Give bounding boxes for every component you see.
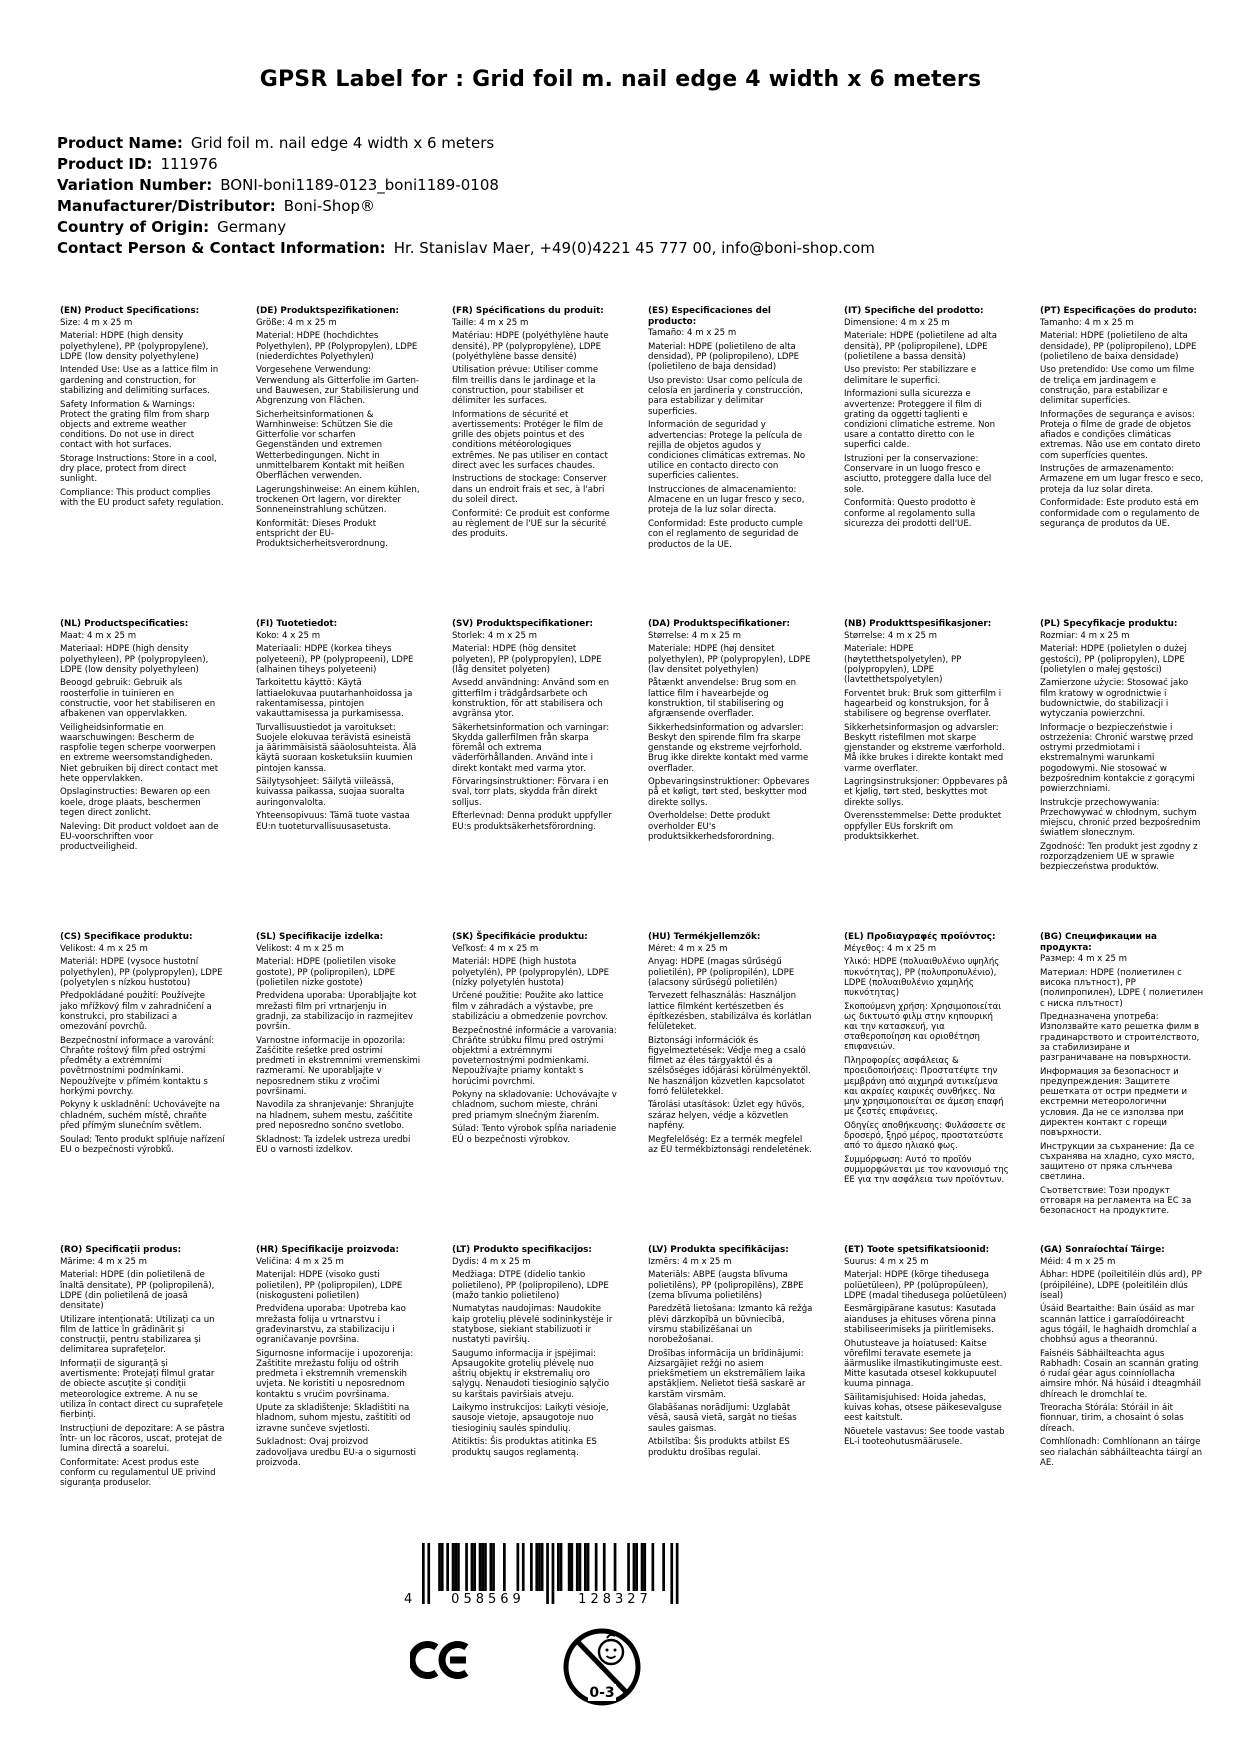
spec-paragraph: Størrelse: 4 m x 25 m <box>648 630 742 641</box>
product-info-label: Contact Person & Contact Information: <box>57 239 386 257</box>
spec-paragraph: Informazioni sulla sicurezza e avvertenze: Proteggere il film di grating da oggetti taglienti e condizioni climatiche estreme. Non usare a contatto diretto con le superfici calde. <box>844 389 996 451</box>
spec-block-body <box>60 1257 225 1489</box>
age-warning-text: 0-3 <box>589 1685 615 1701</box>
spec-paragraph: Bezpečnostné informácie a varovania: Chráňte strúbku filmu pred ostrými objektmi a extrémnymi poveternostnými podmienkami. Nepoužívajte priamy kontakt s horúcimi povrchmi. <box>452 1025 617 1087</box>
spec-paragraph: Matériau: HDPE (polyéthylène haute densité), PP (polypropylène), LDPE (polyéthylène basse densité) <box>452 331 609 362</box>
spec-paragraph: Materiaal: HDPE (high density polyethyleen), PP (polypropyleen), LDPE (low density polyethyleen) <box>60 644 209 675</box>
spec-paragraph: Instructions de stockage: Conserver dans un endroit frais et sec, à l'abri du soleil direct. <box>452 474 607 505</box>
spec-block-header: (NL) Productspecificaties: <box>60 619 189 629</box>
barcode-bars-icon <box>404 1543 698 1607</box>
spec-paragraph: Naleving: Dit product voldoet aan de EU-voorschriften voor productveiligheid. <box>60 821 219 852</box>
product-info-value: Germany <box>217 218 287 236</box>
spec-block-header: (DE) Produktspezifikationen: <box>256 306 400 316</box>
spec-block-body <box>844 318 1009 529</box>
spec-paragraph: Opslaginstructies: Bewaren op een koele, droge plaats, beschermen tegen direct zonlicht. <box>60 787 211 818</box>
language-spec-block <box>452 1245 617 1492</box>
age-warning-icon <box>560 1623 644 1711</box>
spec-paragraph: Uso previsto: Usar como película de celosía en jardinería y construcción, para estabilizar y delimitar superficies. <box>648 376 803 417</box>
spec-paragraph: Μέγεθος: 4 m x 25 m <box>844 943 937 954</box>
language-spec-block <box>1040 1245 1205 1492</box>
spec-block-header: (LT) Produkto specifikacijos: <box>452 1245 592 1255</box>
spec-paragraph: Taille: 4 m x 25 m <box>452 317 529 328</box>
spec-block-header: (CS) Specifikace produktu: <box>60 932 193 942</box>
product-info-row <box>57 133 875 154</box>
spec-paragraph: Conformidade: Este produto está em conformidade com o regulamento de segurança de produtos da UE. <box>1040 498 1200 529</box>
spec-block-body <box>256 1257 421 1468</box>
spec-paragraph: Bezpečnostní informace a varování: Chraňte roštový film před ostrými předměty a extrémními povětrnostními podmínkami. Nepoužívejte v přímém kontaktu s horkými povrchy. <box>60 1035 215 1097</box>
spec-paragraph: Conformité: Ce produit est conforme au règlement de l'UE sur la sécurité des produits. <box>452 508 610 539</box>
spec-paragraph: Størrelse: 4 m x 25 m <box>844 630 938 641</box>
spec-paragraph: Upute za skladištenje: Skladištiti na hladnom, suhom mjestu, zaštititi od izravne sunčeve svjetlosti. <box>256 1403 411 1434</box>
spec-paragraph: Säilytysohjeet: Säilytä viileässä, kuivassa paikassa, suojaa suoralta auringonvalolta. <box>256 777 405 808</box>
spec-paragraph: Instrucciones de almacenamiento: Almacene en un lugar fresco y seco, proteja de la luz solar directa. <box>648 485 805 516</box>
spec-block-body <box>648 944 813 1155</box>
product-info-value: Hr. Stanislav Maer, +49(0)4221 45 777 00, info@boni-shop.com <box>393 239 875 257</box>
spec-paragraph: Utilizare intenționată: Utilizați ca un film de lattice în grădinărit și construcții, pentru stabilizarea și delimitarea suprafețelor. <box>60 1314 215 1356</box>
spec-paragraph: Mărime: 4 m x 25 m <box>60 1256 148 1267</box>
product-info-row <box>57 154 875 175</box>
spec-paragraph: Συμμόρφωση: Αυτό το προϊόν συμμορφώνεται με τον κανονισμό της ΕΕ για την ασφάλεια των προϊόντων. <box>844 1154 1009 1186</box>
spec-paragraph: Sicherheitsinformationen & Warnhinweise: Schützen Sie die Gitterfolie vor scharfen Gegenständen und extremen Wetterbedingungen. Nicht in unmittelbarem Kontakt mit heißen Oberflächen verwenden. <box>256 409 405 481</box>
spec-block-body <box>648 328 813 550</box>
page-title: GPSR Label for : Grid foil m. nail edge 4 width x 6 meters <box>259 66 982 92</box>
spec-block-header: (ET) Toote spetsifikatsioonid: <box>844 1245 990 1255</box>
language-spec-block <box>844 932 1009 1245</box>
spec-paragraph: Material: HDPE (hög densitet polyeten), PP (polypropylen), LDPE (låg densitet polyeten) <box>452 644 602 675</box>
spec-paragraph: Material: HDPE (polietilen visoke gostote), PP (polipropilen), LDPE (polietilen nizke gostote) <box>256 957 396 988</box>
spec-paragraph: Atbilstība: Šis produkts atbilst ES produktu drošības regulai. <box>648 1437 790 1458</box>
spec-paragraph: Conformitate: Acest produs este conform cu regulamentul UE privind siguranța produselor. <box>60 1457 216 1489</box>
spec-paragraph: Istruzioni per la conservazione: Conservare in un luogo fresco e asciutto, proteggere dalla luce del sole. <box>844 454 992 495</box>
language-blocks <box>60 306 1205 1492</box>
spec-paragraph: Předpokládané použití: Používejte jako mřížkový film v zahradničení a konstrukci, pro stabilizaci a omezování povrchů. <box>60 991 212 1033</box>
spec-paragraph: Förvaringsinstruktioner: Förvara i en sval, torr plats, skydda från direkt solljus. <box>452 777 609 808</box>
spec-paragraph: Úsáid Beartaithe: Bain úsáid as mar scannán lattice i garraíodóireacht agus tógáil, le haghaidh dromchlaí a chobhsú agus a theorannú. <box>1040 1304 1197 1346</box>
spec-paragraph: Materiál: HDPE (high hustota polyetylén), PP (polypropylén), LDPE (nízky polyetylén hustota) <box>452 957 610 988</box>
spec-block-header: (PT) Especificações do produto: <box>1040 306 1197 316</box>
language-spec-block <box>844 619 1009 932</box>
language-spec-block <box>452 306 617 619</box>
spec-paragraph: Skladnost: Ta izdelek ustreza uredbi EU o varnosti izdelkov. <box>256 1134 411 1155</box>
spec-paragraph: Suurus: 4 m x 25 m <box>844 1256 929 1267</box>
spec-paragraph: Saugumo informacija ir įspėjimai: Apsaugokite grotelių plėvelę nuo aštrių objektų ir ekstremalių oro sąlygų. Nenaudoti tiesioginio sąlyčio su karštais paviršiais atveju. <box>452 1348 610 1400</box>
spec-paragraph: Opbevaringsinstruktioner: Opbevares på et køligt, tørt sted, beskytter mod direkte sollys. <box>648 777 810 808</box>
spec-block-header: (SK) Špecifikácie produktu: <box>452 932 588 942</box>
spec-paragraph: Size: 4 m x 25 m <box>60 317 133 328</box>
spec-paragraph: Méid: 4 m x 25 m <box>1040 1256 1116 1267</box>
spec-paragraph: Compliance: This product complies with the EU product safety regulation. <box>60 488 224 509</box>
spec-block-header: (GA) Sonraíochtaí Táirge: <box>1040 1245 1165 1255</box>
spec-paragraph: Zgodność: Ten produkt jest zgodny z rozporządzeniem UE w sprawie bezpieczeństwa produktów. <box>1040 841 1198 873</box>
spec-paragraph: Размер: 4 m x 25 m <box>1040 954 1128 965</box>
spec-paragraph: Uso previsto: Per stabilizzare e delimitare le superfici. <box>844 365 977 386</box>
language-spec-block <box>256 932 421 1245</box>
spec-paragraph: Laikymo instrukcijos: Laikyti vėsioje, sausoje vietoje, apsaugotoje nuo tiesioginių saulės spindulių. <box>452 1403 609 1434</box>
spec-paragraph: Påtænkt anvendelse: Brug som en lattice film i havearbejde og konstruktion, til stabilisering og afgrænsende overflader. <box>648 678 797 720</box>
product-info-value: Grid foil m. nail edge 4 width x 6 meters <box>190 134 495 152</box>
spec-block-header: (FR) Spécifications du produit: <box>452 306 604 316</box>
spec-paragraph: Informations de sécurité et avertissements: Protéger le film de grille des objets pointus et des conditions météorologiques extrêmes. Ne pas utiliser en contact direct avec les surfaces chaudes. <box>452 409 608 471</box>
spec-paragraph: Säkerhetsinformation och varningar: Skydda gallerfilmen från skarpa föremål och extrema väderförhållanden. Använd inte i direkt kontakt med varma ytor. <box>452 722 610 774</box>
spec-paragraph: Πληροφορίες ασφάλειας & προειδοποιήσεις: Προστατέψτε την μεμβράνη από αιχμηρά αντικείμενα και ακραίες καιρικές συνθήκες. Να μην χρησιμοποιείται σε άμεση επαφή με ζεστές επιφάνειες. <box>844 1056 1004 1118</box>
spec-block-body <box>1040 954 1205 1216</box>
spec-paragraph: Varnostne informacije in opozorila: Zaščitite rešetke pred ostrimi predmeti in ekstremnimi vremenskimi razmerami. Ne uporabljajte v neposrednem stiku z vročimi površinami. <box>256 1035 421 1097</box>
ce-mark-icon <box>410 1635 476 1685</box>
spec-block-header: (EN) Product Specifications: <box>60 306 200 316</box>
spec-paragraph: Velikost: 4 m x 25 m <box>60 943 148 954</box>
spec-block-header: (NB) Produkttspesifikasjoner: <box>844 619 992 629</box>
spec-paragraph: Material: HDPE (polietileno de alta densidad), PP (polipropileno), LDPE (polietileno de baja densidad) <box>648 341 800 373</box>
spec-paragraph: Soulad: Tento produkt splňuje nařízení EU o bezpečnosti výrobků. <box>60 1134 225 1155</box>
spec-paragraph: Anyag: HDPE (magas sűrűségű polietilén), PP (polipropilén), LDPE (alacsony sűrűségű polietilén) <box>648 957 795 988</box>
spec-block-header: (IT) Specifiche del prodotto: <box>844 306 984 316</box>
spec-paragraph: Storage Instructions: Store in a cool, dry place, protect from direct sunlight. <box>60 454 217 485</box>
spec-paragraph: Materiale: HDPE (høytetthetspolyetylen), PP (polypropylen), LDPE (lavtetthetspolyetylen) <box>844 644 962 685</box>
spec-paragraph: Dimensione: 4 m x 25 m <box>844 317 950 328</box>
spec-paragraph: Megfelelőség: Ez a termék megfelel az EU termékbiztonsági rendeletének. <box>648 1134 812 1155</box>
product-info-label: Country of Origin: <box>57 218 210 236</box>
spec-paragraph: Sikkerhedsinformation og advarsler: Beskyt den spirende film fra skarpe genstande og ekstreme vejrforhold. Brug ikke direkte kontakt med varme overflader. <box>648 722 809 774</box>
spec-paragraph: Sikkerhetsinformasjon og advarsler: Beskytt ristefilmen mot skarpe gjenstander og ekstreme værforhold. Må ikke brukes i direkte kontakt med varme overflater. <box>844 722 1005 774</box>
spec-paragraph: Predvidena uporaba: Uporabljajte kot mrežasti film pri vrtnarjenju in gradnji, za stabilizacijo in razmejitev površin. <box>256 991 417 1033</box>
spec-paragraph: Safety Information & Warnings: Protect the grating film from sharp objects and extreme weather conditions. Do not use in direct contact with hot surfaces. <box>60 399 210 451</box>
spec-paragraph: Medžiaga: DTPE (didelio tankio polietileno), PP (polipropileno), LDPE (mažo tankio polietileno) <box>452 1270 609 1301</box>
spec-paragraph: Информация за безопасност и предупреждения: Защитете решетката от остри предмети и екстремни метеорологични условия. Да не се използва при директен контакт с горещи повърхности. <box>1040 1066 1188 1138</box>
spec-paragraph: Beoogd gebruik: Gebruik als roosterfolie in tuinieren en constructie, voor het stabiliseren en afbakenen van oppervlakken. <box>60 678 216 720</box>
spec-paragraph: Material: HDPE (hochdichtes Polyethylen), PP (Polypropylen), LDPE (niederdichtes Polyethylen) <box>256 331 418 362</box>
language-spec-block <box>844 306 1009 619</box>
product-info-row <box>57 175 875 196</box>
spec-paragraph: Conformidad: Este producto cumple con el reglamento de seguridad de productos de la UE. <box>648 519 803 550</box>
spec-block-header: (EL) Προδιαγραφές προϊόντος: <box>844 932 996 942</box>
compliance-marks <box>404 1623 704 1711</box>
language-spec-block <box>256 306 421 619</box>
spec-paragraph: Informações de segurança e avisos: Proteja o filme de grade de objetos afiados e condições climáticas extremas. Não use em contato direto com superfícies quentes. <box>1040 409 1201 461</box>
spec-block-header: (PL) Specyfikacje produktu: <box>1040 619 1178 629</box>
spec-paragraph: Zamierzone użycie: Stosować jako film kratowy w ogrodnictwie i budownictwie, do stabilizacji i wytyczania powierzchni. <box>1040 678 1189 720</box>
product-info-value: 111976 <box>160 155 218 173</box>
spec-block-body <box>648 631 813 842</box>
spec-block-body <box>60 631 225 853</box>
spec-paragraph: Uso pretendido: Use como um filme de treliça em jardinagem e construção, para estabilizar e delimitar superfícies. <box>1040 365 1195 407</box>
spec-paragraph: Instruções de armazenamento: Armazene em um lugar fresco e seco, proteja da luz solar direta. <box>1040 464 1204 495</box>
spec-paragraph: Biztonsági információk és figyelmeztetések: Védje meg a csaló filmet az éles tárgyaktól és a szélsőséges időjárási körülményektől. Ne használjon közvetlen kapcsolatot forró felületekkel. <box>648 1035 811 1097</box>
language-spec-block <box>256 619 421 932</box>
product-info-value: Boni-Shop® <box>283 197 376 215</box>
spec-block-body <box>1040 631 1205 873</box>
barcode-left-digits: 058569 <box>451 1592 525 1607</box>
spec-paragraph: Ohutusteave ja hoiatused: Kaitse võrefilmi teravate esemete ja äärmuslike ilmastikutingimuste eest. Mitte kasutada otsesel kokkupuutel kuuma pinnaga. <box>844 1338 1003 1390</box>
product-info-row <box>57 196 875 217</box>
spec-paragraph: Предназначена употреба: Използвайте като решетка филм в градинарството и строителството, за стабилизиране и разграничаване на повърхности. <box>1040 1012 1200 1064</box>
spec-paragraph: Materjal: HDPE (kõrge tihedusega polüetüleen), PP (polüpropüleen), LDPE (madal tihedusega polüetüleen) <box>844 1270 1007 1301</box>
language-spec-block <box>60 1245 225 1492</box>
language-spec-block <box>452 619 617 932</box>
spec-paragraph: Veľkosť: 4 m x 25 m <box>452 943 539 954</box>
spec-paragraph: Materiał: HDPE (polietylen o dużej gęstości), PP (polipropylen), LDPE (polietylen o małej gęstości) <box>1040 644 1187 675</box>
spec-paragraph: Съответствие: Този продукт отговаря на регламента на ЕС за безопасност на продуктите. <box>1040 1185 1192 1217</box>
spec-block-header: (HU) Termékjellemzők: <box>648 932 761 942</box>
spec-paragraph: Conformità: Questo prodotto è conforme al regolamento sulla sicurezza dei prodotti dell'UE. <box>844 498 976 529</box>
spec-block-body <box>452 1257 617 1458</box>
spec-block-header: (DA) Produktspecifikationer: <box>648 619 791 629</box>
spec-block-body <box>648 1257 813 1458</box>
spec-paragraph: Informații de siguranță și avertismente: Protejați filmul gratar de obiecte ascuțite și condiții meteorologice extreme. A nu se utiliza în contact direct cu suprafețele fierbinți. <box>60 1358 223 1420</box>
spec-paragraph: Größe: 4 m x 25 m <box>256 317 337 328</box>
spec-paragraph: Σκοπούμενη χρήση: Χρησιμοποιείται ως δικτυωτό φιλμ στην κηπουρική και την κατασκευή, για σταθεροποίηση και οριοθέτηση επιφανειών. <box>844 1001 1002 1053</box>
spec-block-body <box>844 631 1009 842</box>
spec-paragraph: Материал: HDPE (полиетилен с висока плътност), PP (полипропилен), LDPE ( полиетилен с ниска плътност) <box>1040 967 1204 1009</box>
spec-paragraph: Súlad: Tento výrobok spĺňa nariadenie EÚ o bezpečnosti výrobkov. <box>452 1124 617 1145</box>
product-info-label: Product Name: <box>57 134 183 152</box>
spec-paragraph: Treoracha Stórála: Stóráil in áit fionnuar, tirim, a chosaint ó solas díreach. <box>1040 1403 1184 1434</box>
spec-paragraph: Tarkoitettu käyttö: Käytä lattiaelokuvaa puutarhanhoidossa ja rakentamisessa, pintojen vakauttamisessa ja purkamisessa. <box>256 678 413 720</box>
spec-paragraph: Materiál: HDPE (vysoce hustotní polyethylen), PP (polypropylen), LDPE (polyetylen s nízkou hustotou) <box>60 957 223 988</box>
spec-paragraph: Tamanho: 4 m x 25 m <box>1040 317 1134 328</box>
product-info-label: Product ID: <box>57 155 153 173</box>
spec-block-body <box>256 944 421 1155</box>
spec-paragraph: Paredzētā lietošana: Izmanto kā režģa plēvi dārzkopībā un būvniecībā, virsmu stabilizēšanai un norobežošanai. <box>648 1304 813 1346</box>
spec-paragraph: Sigurnosne informacije i upozorenja: Zaštitite mrežastu foliju od oštrih predmeta i ekstremnih vremenskih uvjeta. Ne koristiti u neposrednom kontaktu s vrućim površinama. <box>256 1348 414 1400</box>
spec-block-body <box>452 631 617 832</box>
label-footer <box>404 1543 704 1711</box>
spec-block-header: (SV) Produktspecifikationer: <box>452 619 594 629</box>
language-spec-block <box>60 619 225 932</box>
language-spec-block <box>60 306 225 619</box>
language-spec-block <box>256 1245 421 1492</box>
spec-block-header: (RO) Specificații produs: <box>60 1245 182 1255</box>
spec-paragraph: Navodila za shranjevanje: Shranjujte na hladnem, suhem mestu, zaščitite pred neposredno sončno svetlobo. <box>256 1100 414 1131</box>
spec-paragraph: Υλικό: HDPE (πολυαιθυλένιο υψηλής πυκνότητας), PP (πολυπροπυλένιο), LDPE (πολυαιθυλένιο χαμηλής πυκνότητας) <box>844 957 1000 998</box>
spec-paragraph: Tervezett felhasználás: Használjon lattice filmként kertészetben és építkezésben, stabilizálva és korlátlan felületeket. <box>648 991 812 1033</box>
language-spec-block <box>648 306 813 619</box>
product-info-value: BONI-boni1189-0123_boni1189-0108 <box>220 176 499 194</box>
spec-paragraph: Intended Use: Use as a lattice film in gardening and construction, for stabilizing and delimiting surfaces. <box>60 365 219 396</box>
spec-block-body <box>452 944 617 1145</box>
spec-paragraph: Forventet bruk: Bruk som gitterfilm i hagearbeid og konstruksjon, for å stabilisere og begrense overflater. <box>844 688 1002 720</box>
language-spec-block <box>452 932 617 1245</box>
spec-paragraph: Faisnéis Sábháilteachta agus Rabhadh: Cosain an scannán grating ó rudaí géar agus coinníollacha aimsire mhór. Ná húsáid i dteagmháil dhíreach le dromchlaí te. <box>1040 1348 1201 1400</box>
spec-paragraph: Materiale: HDPE (polietilene ad alta densità), PP (polipropilene), LDPE (polietilene a bassa densità) <box>844 331 998 362</box>
spec-paragraph: Materiaali: HDPE (korkea tiheys polyeteeni), PP (polypropeeni), LDPE (alhainen tiheys polyeteeni) <box>256 644 414 675</box>
language-spec-block <box>648 1245 813 1492</box>
spec-paragraph: Ábhar: HDPE (poileitiléin dlús ard), PP (próipiléine), LDPE (poleitiléin dlús íseal) <box>1040 1270 1202 1301</box>
spec-block-body <box>1040 318 1205 529</box>
spec-paragraph: Maat: 4 m x 25 m <box>60 630 137 641</box>
spec-paragraph: Atitiktis: Šis produktas atitinka ES produktų saugos reglamentą. <box>452 1437 597 1458</box>
spec-paragraph: Storlek: 4 m x 25 m <box>452 630 538 641</box>
spec-paragraph: Materiāls: ABPE (augsta blīvuma polietilēns), PP (polipropilēns), ZBPE (zema blīvuma polietilēns) <box>648 1270 804 1301</box>
spec-paragraph: Material: HDPE (polietileno de alta densidade), PP (polipropileno), LDPE (polietileno de baixa densidade) <box>1040 331 1197 362</box>
spec-paragraph: Dydis: 4 m x 25 m <box>452 1256 531 1267</box>
spec-paragraph: Material: HDPE (high density polyethylene), PP (polypropylene), LDPE (low density polyethylene) <box>60 331 209 362</box>
spec-paragraph: Инструкции за съхранение: Да се съхранява на хладно, сухо място, защитено от пряка слънчева светлина. <box>1040 1141 1195 1183</box>
spec-paragraph: Tamaño: 4 m x 25 m <box>648 328 737 339</box>
spec-block-body <box>1040 1257 1205 1468</box>
spec-paragraph: Sukladnost: Ovaj proizvod zadovoljava uredbu EU-a o sigurnosti proizvoda. <box>256 1437 417 1468</box>
product-info-row <box>57 217 875 238</box>
spec-paragraph: Eesmärgipärane kasutus: Kasutada aianduses ja ehituses võrena pinna stabiliseerimiseks ja piiritlemiseks. <box>844 1304 997 1335</box>
language-spec-block <box>60 932 225 1245</box>
language-spec-block <box>844 1245 1009 1492</box>
spec-paragraph: Určené použitie: Použite ako lattice film v záhradách a výstavbe, pre stabilizáciu a obmedzenie povrchov. <box>452 991 608 1022</box>
spec-paragraph: Méret: 4 m x 25 m <box>648 943 728 954</box>
spec-paragraph: Velikost: 4 m x 25 m <box>256 943 344 954</box>
spec-paragraph: Tárolási utasítások: Üzlet egy hűvös, száraz helyen, védje a közvetlen napfény. <box>648 1100 805 1131</box>
spec-block-header: (FI) Tuotetiedot: <box>256 619 338 629</box>
spec-paragraph: Vorgesehene Verwendung: Verwendung als Gitterfolie im Garten- und Bauwesen, zur Stabilisierung und Abgrenzung von Flächen. <box>256 365 420 407</box>
product-info-label: Manufacturer/Distributor: <box>57 197 276 215</box>
barcode-first-digit: 4 <box>404 1592 417 1607</box>
spec-paragraph: Informacje o bezpieczeństwie i ostrzeżenia: Chronić warstwę przed ostrymi przedmiotami i ekstremalnymi warunkami pogodowymi. Nie stosować w bezpośrednim kontakcie z gorącymi powierzchniami. <box>1040 722 1195 794</box>
spec-paragraph: Lagringsinstruksjoner: Oppbevares på et kjølig, tørt sted, beskyttes mot direkte sollys. <box>844 777 1008 808</box>
spec-paragraph: Drošības informācija un brīdinājumi: Aizsargājiet režģi no asiem priekšmetiem un ekstremāliem laika apstākļiem. Nelietot tiešā saskarē ar karstām virsmām. <box>648 1348 806 1400</box>
spec-paragraph: Material: HDPE (din polietilenă de înaltă densitate), PP (polipropilenă), LDPE (din polietilenă de joasă densitate) <box>60 1270 215 1311</box>
spec-paragraph: Efterlevnad: Denna produkt uppfyller EU:s produktsäkerhetsförordning. <box>452 811 612 832</box>
spec-paragraph: Turvallisuustiedot ja varoitukset: Suojele elokuvaa terävistä esineistä ja äärimmäisistä sääolosuhteista. Älä käytä suoraan kosketuksiin kuumien pintojen kanssa. <box>256 722 417 774</box>
spec-block-header: (SL) Specifikacije izdelka: <box>256 932 384 942</box>
spec-block-header: (BG) Спецификации на продукта: <box>1040 932 1157 953</box>
language-spec-block <box>1040 932 1205 1245</box>
spec-paragraph: Konformität: Dieses Produkt entspricht der EU-Produktsicherheitsverordnung. <box>256 518 388 550</box>
spec-paragraph: Instrucțiuni de depozitare: A se păstra într- un loc răcoros, uscat, protejat de lumina directă a soarelui. <box>60 1423 225 1455</box>
spec-paragraph: Materijal: HDPE (visoko gusti polietilen), PP (polipropilen), LDPE (niskogusteni polietilen) <box>256 1270 403 1301</box>
spec-paragraph: Nõuetele vastavus: See toode vastab EL-i tooteohutusmäärusele. <box>844 1427 1005 1448</box>
language-spec-block <box>648 932 813 1245</box>
barcode-right-digits: 128327 <box>578 1592 652 1607</box>
spec-paragraph: Instrukcje przechowywania: Przechowywać w chłodnym, suchym miejscu, chronić przed bezpośrednim światłem słonecznym. <box>1040 797 1201 839</box>
spec-block-body <box>60 944 225 1155</box>
product-info <box>57 133 875 259</box>
spec-paragraph: Materiale: HDPE (høj densitet polyethylen), PP (polypropylen), LDPE (lav densitet polyethylen) <box>648 644 811 675</box>
product-info-label: Variation Number: <box>57 176 213 194</box>
spec-paragraph: Utilisation prévue: Utiliser comme film treillis dans le jardinage et la construction, pour stabiliser et délimiter les surfaces. <box>452 365 599 407</box>
spec-paragraph: Rozmiar: 4 m x 25 m <box>1040 630 1130 641</box>
spec-paragraph: Koko: 4 x 25 m <box>256 630 321 641</box>
spec-block-header: (HR) Specifikacije proizvoda: <box>256 1245 399 1255</box>
spec-paragraph: Predviđena uporaba: Upotreba kao mrežasta folija u vrtnarstvu i građevinarstvu, za stabilizaciju i ograničavanje površina. <box>256 1304 406 1346</box>
spec-paragraph: Overensstemmelse: Dette produktet oppfyller EUs forskrift om produktsikkerhet. <box>844 811 1002 842</box>
ean13-barcode <box>404 1543 698 1607</box>
baby-face-icon <box>599 1635 623 1664</box>
spec-block-body <box>844 1257 1009 1448</box>
spec-paragraph: Veiligheidsinformatie en waarschuwingen: Bescherm de raspfolie tegen scherpe voorwerpen en extreme weersomstandigheden. Niet gebruiken bij direct contact met hete oppervlakken. <box>60 722 219 784</box>
spec-paragraph: Overholdelse: Dette produkt overholder EU's produktsikkerhedsforordning. <box>648 811 775 842</box>
spec-paragraph: Comhlíonadh: Comhlíonann an táirge seo rialachán sábháilteachta táirgí an AE. <box>1040 1437 1203 1468</box>
spec-block-body <box>844 944 1009 1186</box>
spec-paragraph: Yhteensopivuus: Tämä tuote vastaa EU:n tuoteturvallisuusasetusta. <box>256 811 410 832</box>
language-spec-block <box>648 619 813 932</box>
spec-paragraph: Información de seguridad y advertencias: Protege la película de rejilla de objetos agudos y condiciones climáticas extremas. No utilice en contacto directo con superficies calientes. <box>648 420 806 482</box>
spec-paragraph: Säilitamisjuhised: Hoida jahedas, kuivas kohas, otsese päikesevalguse eest kaitstult. <box>844 1393 1002 1424</box>
spec-block-header: (LV) Produkta specifikācijas: <box>648 1245 789 1255</box>
spec-block-body <box>256 631 421 832</box>
spec-paragraph: Veličina: 4 m x 25 m <box>256 1256 344 1267</box>
spec-paragraph: Οδηγίες αποθήκευσης: Φυλάσσετε σε δροσερό, ξηρό μέρος, προστατεύστε από το άμεσο ηλιακό φως. <box>844 1120 1006 1152</box>
spec-block-body <box>452 318 617 540</box>
spec-paragraph: Pokyny na skladovanie: Uchovávajte v chladnom, suchom mieste, chráni pred priamym slnečným žiarením. <box>452 1090 617 1121</box>
spec-block-header: (ES) Especificaciones del producto: <box>648 306 771 327</box>
spec-block-body <box>256 318 421 550</box>
spec-paragraph: Glabāšanas norādījumi: Uzglabāt vēsā, sausā vietā, sargāt no tiešas saules gaismas. <box>648 1403 797 1434</box>
spec-block-body <box>60 318 225 509</box>
spec-paragraph: Avsedd användning: Använd som en gitterfilm i trädgårdsarbete och konstruktion, för att stabilisera och avgränsa ytor. <box>452 678 610 720</box>
product-info-row <box>57 238 875 259</box>
spec-paragraph: Pokyny k uskladnění: Uchovávejte na chladném, suchém místě, chraňte před přímým slunečním světlem. <box>60 1100 220 1131</box>
language-spec-block <box>1040 619 1205 932</box>
spec-paragraph: Numatytas naudojimas: Naudokite kaip grotelių plėvelė sodininkystėje ir statybose, siekiant stabilizuoti ir nustatyti paviršių. <box>452 1304 613 1346</box>
spec-paragraph: Lagerungshinweise: An einem kühlen, trockenen Ort lagern, vor direkter Sonneneinstrahlung schützen. <box>256 484 420 516</box>
spec-paragraph: Izmērs: 4 m x 25 m <box>648 1256 732 1267</box>
language-spec-block <box>1040 306 1205 619</box>
